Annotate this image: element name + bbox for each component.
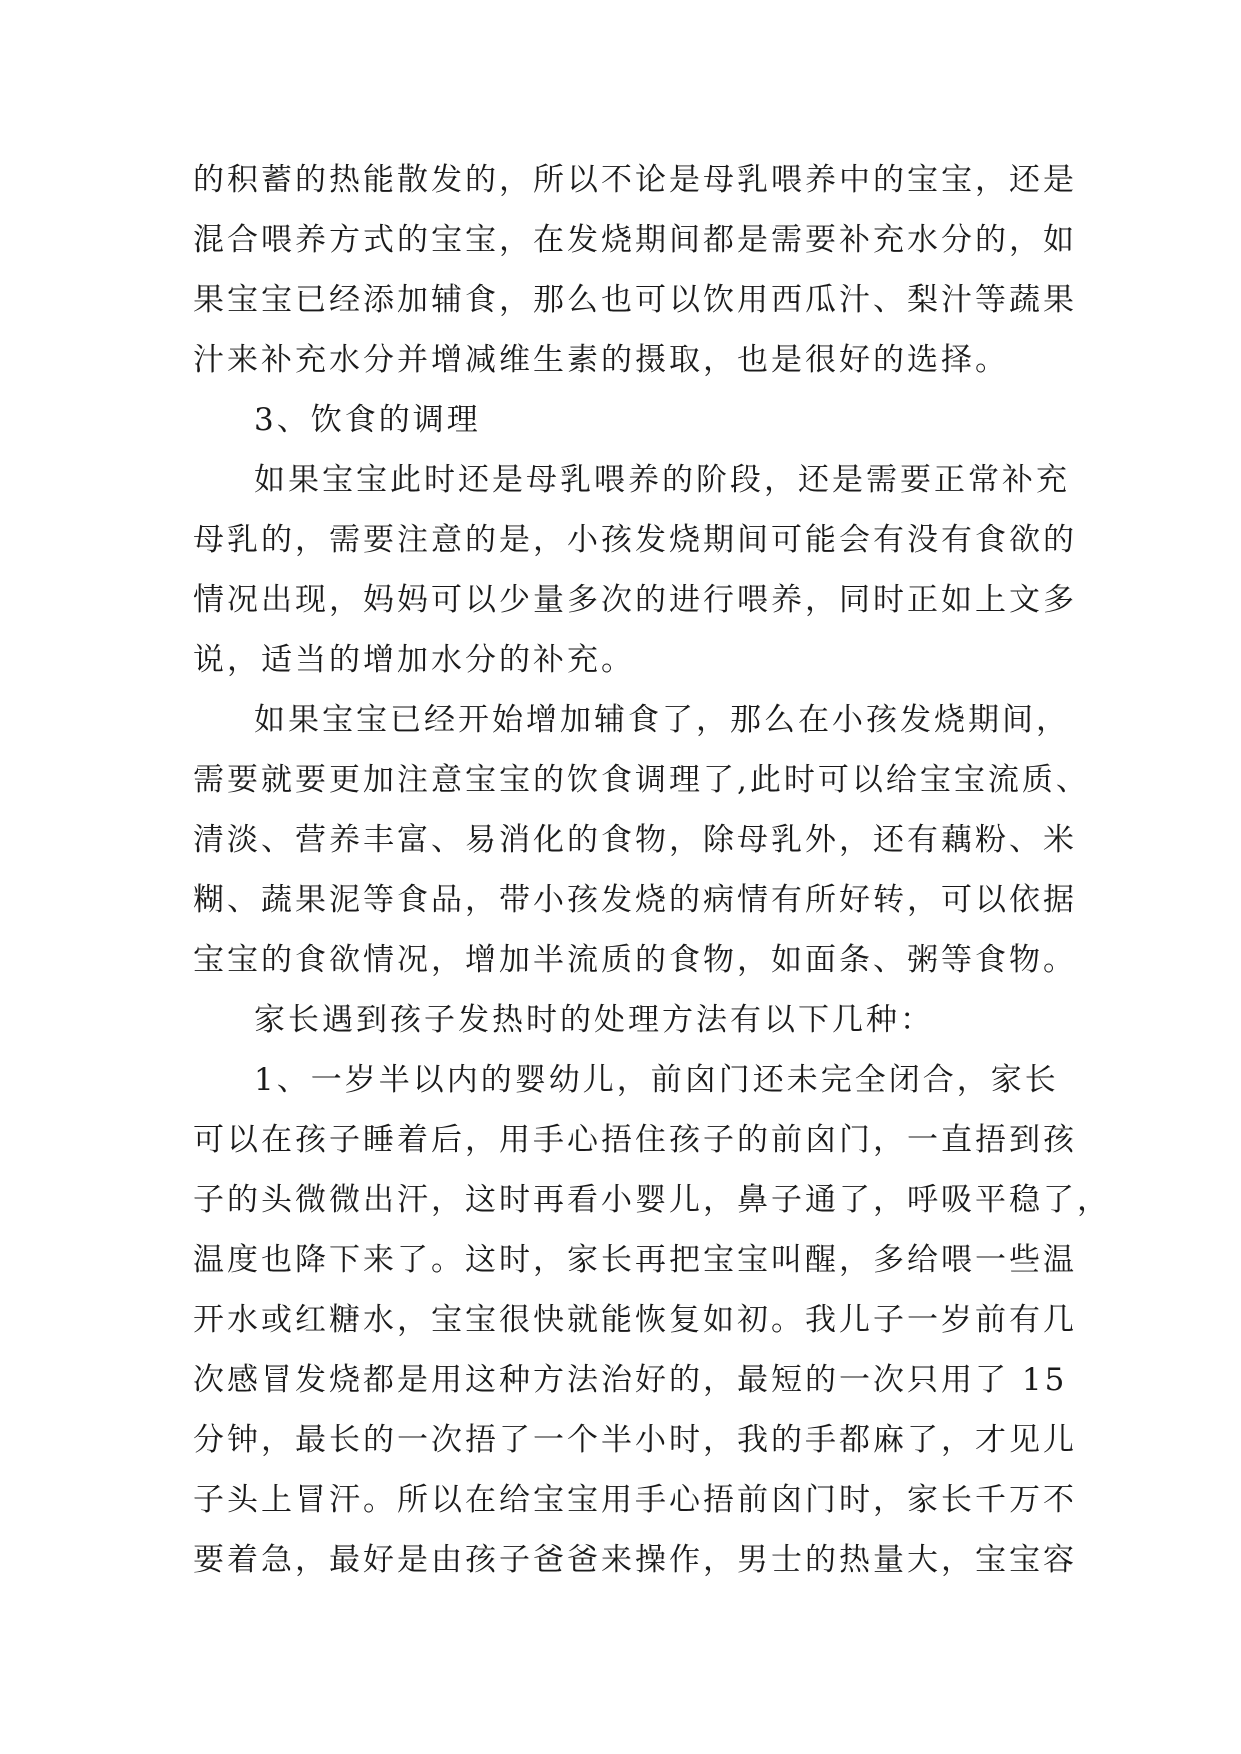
paragraph-line: 汁来补充水分并增减维生素的摄取，也是很好的选择。	[193, 342, 1009, 378]
paragraph-line: 需要就要更加注意宝宝的饮食调理了,此时可以给宝宝流质、	[193, 762, 1090, 798]
paragraph-line: 要着急，最好是由孩子爸爸来操作，男士的热量大，宝宝容	[193, 1542, 1077, 1578]
paragraph-line: 宝宝的食欲情况，增加半流质的食物，如面条、粥等食物。	[193, 942, 1077, 978]
paragraph-line: 混合喂养方式的宝宝，在发烧期间都是需要补充水分的，如	[193, 222, 1077, 258]
paragraph-line: 清淡、营养丰富、易消化的食物，除母乳外，还有藕粉、米	[193, 822, 1077, 858]
paragraph-line: 家长遇到孩子发热时的处理方法有以下几种：	[254, 1002, 934, 1038]
paragraph-line: 可以在孩子睡着后，用手心捂住孩子的前囟门，一直捂到孩	[193, 1122, 1077, 1158]
paragraph-line: 糊、蔬果泥等食品，带小孩发烧的病情有所好转，可以依据	[193, 882, 1077, 918]
paragraph-line: 次感冒发烧都是用这种方法治好的，最短的一次只用了 15	[193, 1362, 1068, 1398]
paragraph-line: 子的头微微出汗，这时再看小婴儿，鼻子通了，呼吸平稳了，	[193, 1182, 1111, 1218]
section-heading: 3、饮食的调理	[254, 402, 481, 438]
paragraph-line: 温度也降下来了。这时，家长再把宝宝叫醒，多给喂一些温	[193, 1242, 1077, 1278]
paragraph-line: 果宝宝已经添加辅食，那么也可以饮用西瓜汁、梨汁等蔬果	[193, 282, 1077, 318]
paragraph-line: 如果宝宝此时还是母乳喂养的阶段，还是需要正常补充	[254, 462, 1070, 498]
paragraph-line: 开水或红糖水，宝宝很快就能恢复如初。我儿子一岁前有几	[193, 1302, 1077, 1338]
list-item-line: 1、一岁半以内的婴幼儿，前囟门还未完全闭合，家长	[254, 1062, 1059, 1098]
paragraph-line: 情况出现，妈妈可以少量多次的进行喂养，同时正如上文多	[193, 582, 1077, 618]
paragraph-line: 子头上冒汗。所以在给宝宝用手心捂前囟门时，家长千万不	[193, 1482, 1077, 1518]
paragraph-line: 如果宝宝已经开始增加辅食了，那么在小孩发烧期间，	[254, 702, 1070, 738]
paragraph-line: 说，适当的增加水分的补充。	[193, 642, 635, 678]
paragraph-line: 分钟，最长的一次捂了一个半小时，我的手都麻了，才见儿	[193, 1422, 1077, 1458]
paragraph-line: 母乳的，需要注意的是，小孩发烧期间可能会有没有食欲的	[193, 522, 1077, 558]
paragraph-line: 的积蓄的热能散发的，所以不论是母乳喂养中的宝宝，还是	[193, 162, 1077, 198]
